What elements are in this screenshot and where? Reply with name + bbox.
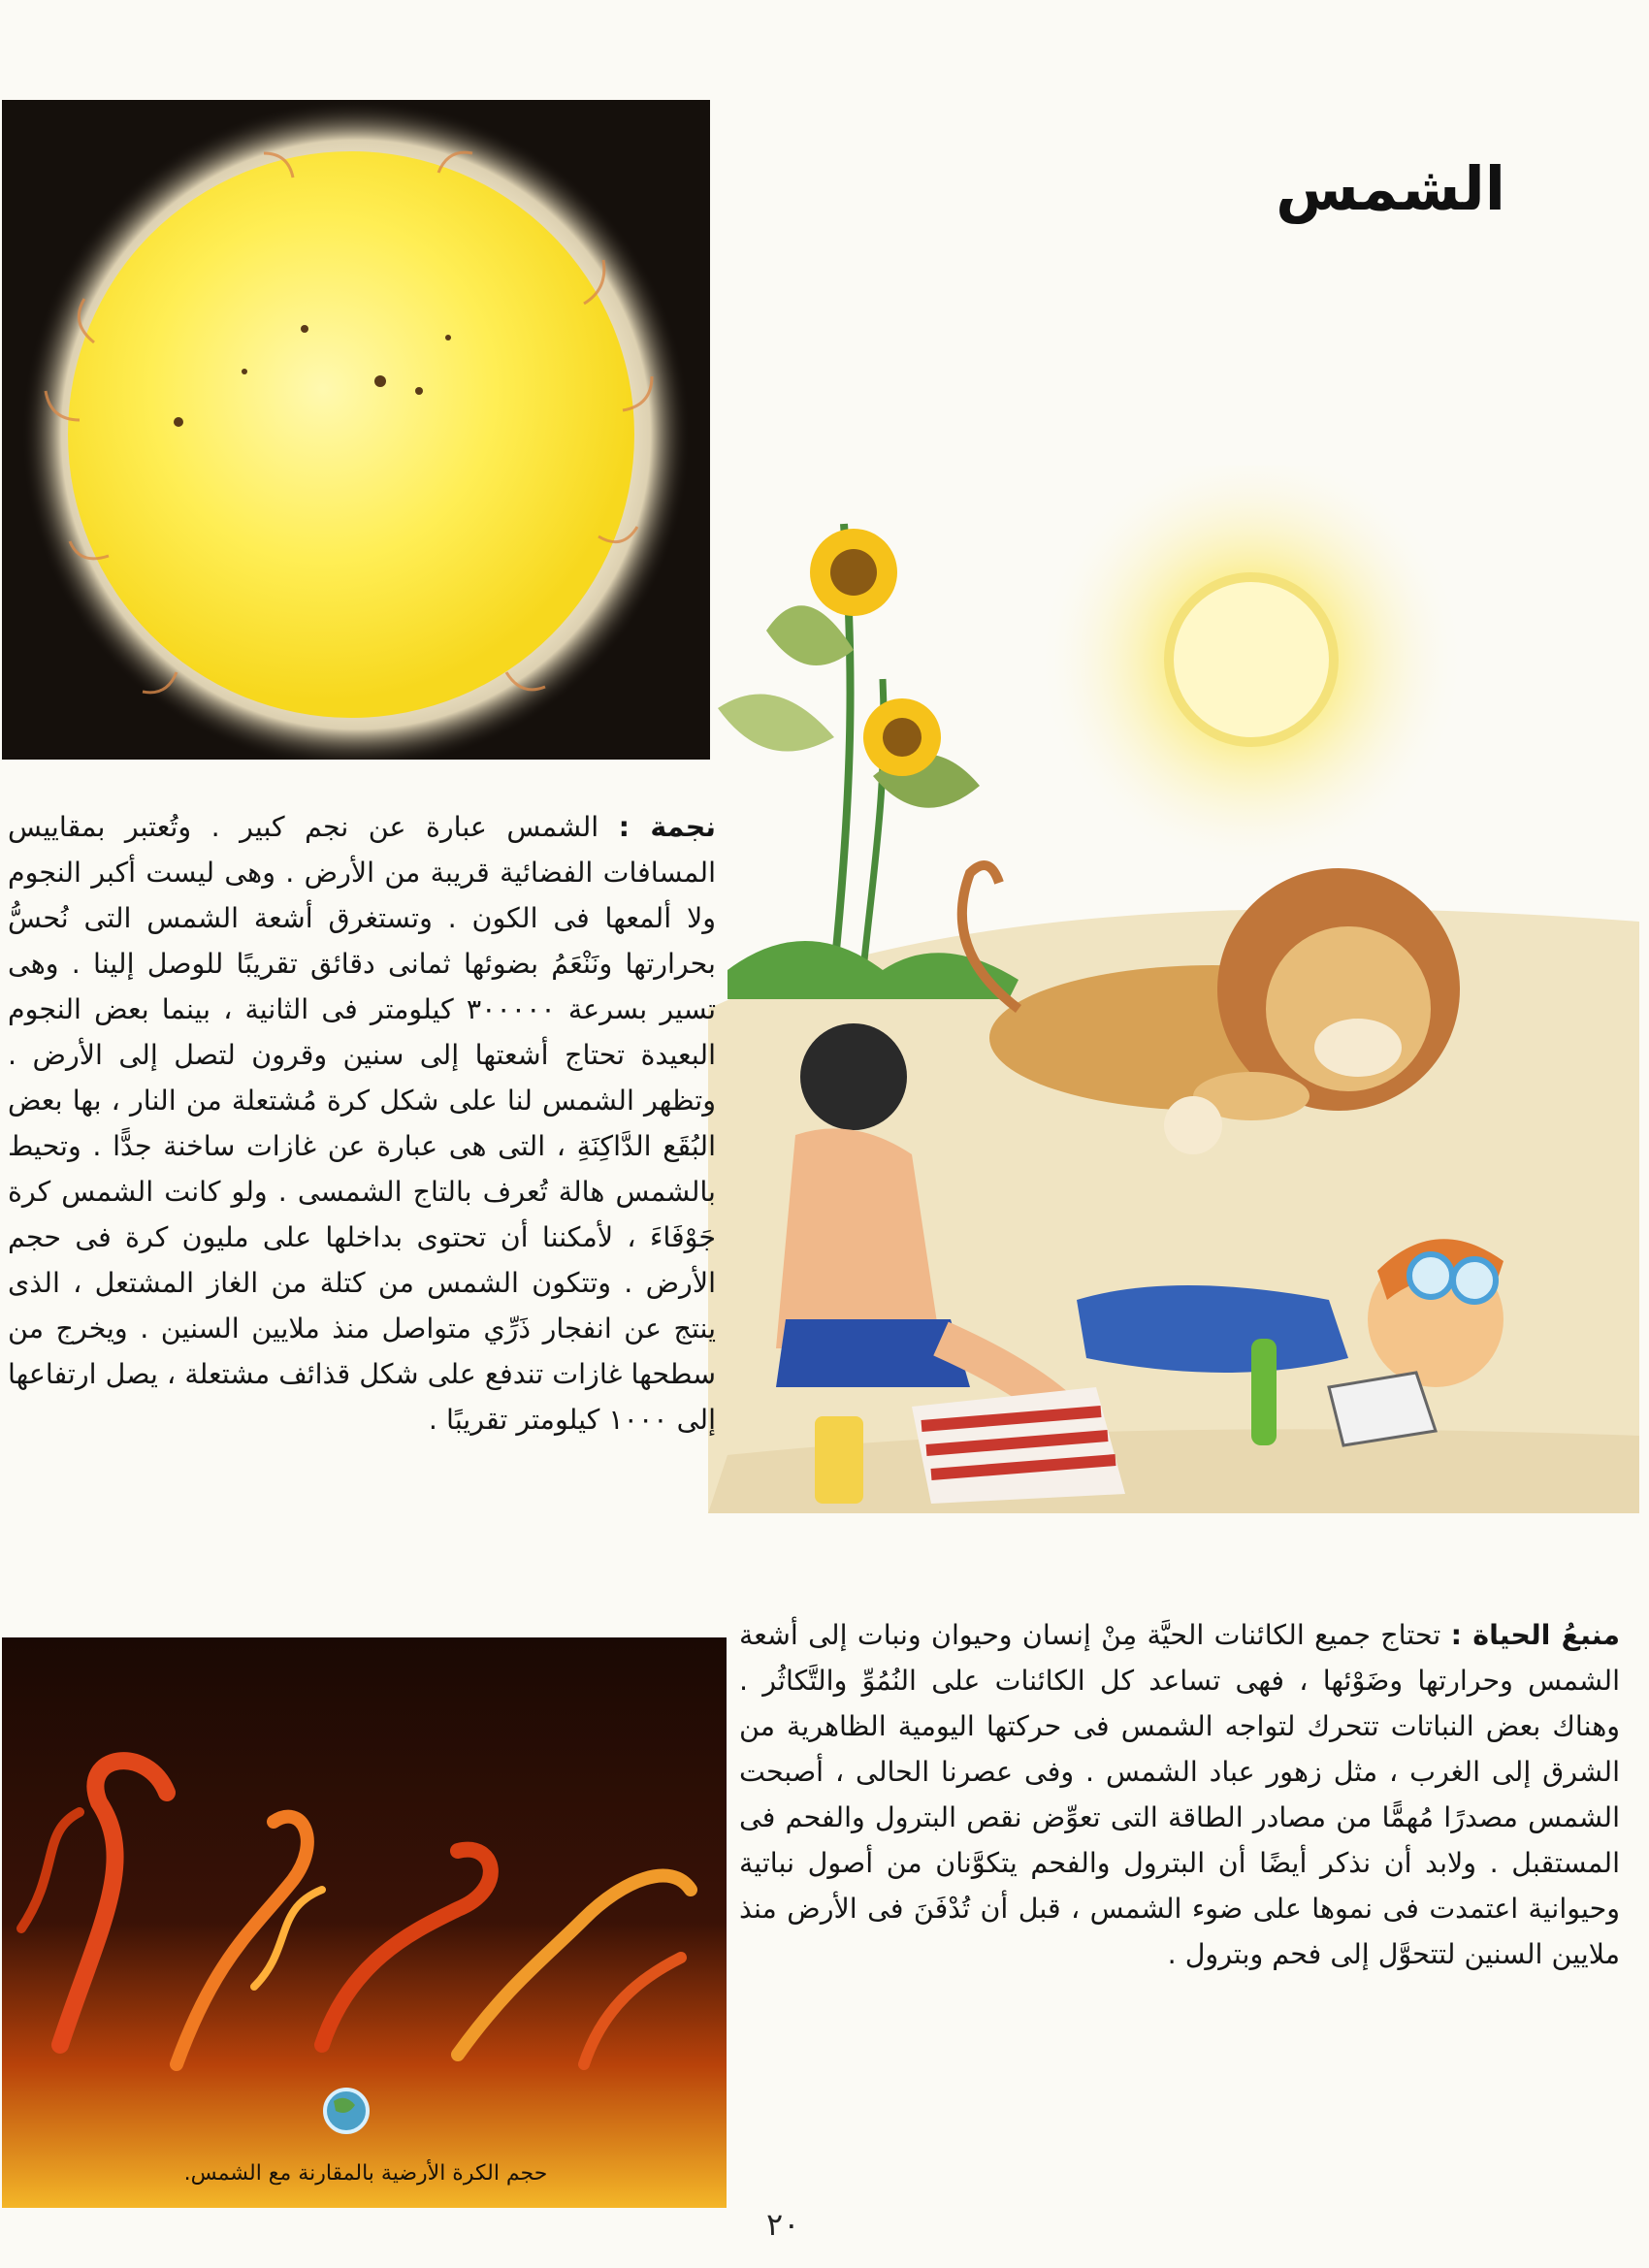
section-life-body: تحتاج جميع الكائنات الحيَّة مِنْ إنسان وحيوان ونبات إلى أشعة الشمس وحرارتها وضَوْئها ، فهى تساعد كل الكائنات على النُمُوِّ والتَّكاثُر . وهناك بعض النباتات تتحرك لتواجه الشمس فى حركتها اليومية الظاهرية من الشرق إلى الغرب ، مثل زهور عباد الشمس . وفى عصرنا الحالى ، أصبحت الشمس مصدرًا مُهمًّا من مصادر الطاقة التى تعوِّض نقص البترول والفحم فى المستقبل . ولابد أن نذكر أيضًا أن البترول والفحم يتكوَّنان من أصول نباتية وحيوانية اعتمدت فى نموها على ضوء الشمس ، قبل أن تُدْفَنَ فى الأرض منذ ملايين السنين لتتحوَّل إلى فحم وبترول . <box>739 1618 1620 1970</box>
page-number: ٢٠ <box>766 2206 800 2243</box>
globe-caption: حجم الكرة الأرضية بالمقارنة مع الشمس. <box>183 2161 548 2186</box>
page-title: الشمس <box>1276 153 1505 224</box>
section-star-heading: نجمة : <box>618 810 717 843</box>
section-star <box>8 804 716 1442</box>
solar-flares-illustration <box>2 1637 727 2208</box>
sun-illustration <box>2 100 710 760</box>
section-life-heading: منبعُ الحياة : <box>1450 1618 1620 1651</box>
section-life <box>739 1612 1620 1977</box>
section-star-body: الشمس عبارة عن نجم كبير . وتُعتبر بمقاييس المسافات الفضائية قريبة من الأرض . وهى ليست أكبر النجوم ولا ألمعها فى الكون . وتستغرق أشعة الشمس التى نُحسُّ بحرارتها ونَنْعَمُ بضوئها ثمانى دقائق تقريبًا للوصل إلينا . وهى تسير بسرعة ٣٠٠٠٠٠ كيلومتر فى الثانية ، بينما بعض النجوم البعيدة تحتاج أشعتها إلى سنين وقرون لتصل إلى الأرض . وتظهر الشمس لنا على شكل كرة مُشتعلة من النار ، بها بعض البُقَع الدَّاكِنَةِ ، التى هى عبارة عن غازات ساخنة جدًّا . وتحيط بالشمس هالة تُعرف بالتاج الشمسى . ولو كانت الشمس كرة جَوْفَاءَ ، لأمكننا أن تحتوى بداخلها على مليون كرة فى حجم الأرض . وتتكون الشمس من كتلة من الغاز المشتعل ، الذى ينتج عن انفجار ذَرِّي متواصل منذ ملايين السنين . ويخرج من سطحها غازات تندفع على شكل قذائف مشتعلة ، يصل ارتفاعها إلى ١٠٠٠ كيلومتر تقريبًا . <box>8 810 716 1436</box>
beach-scene-illustration <box>708 466 1639 1513</box>
